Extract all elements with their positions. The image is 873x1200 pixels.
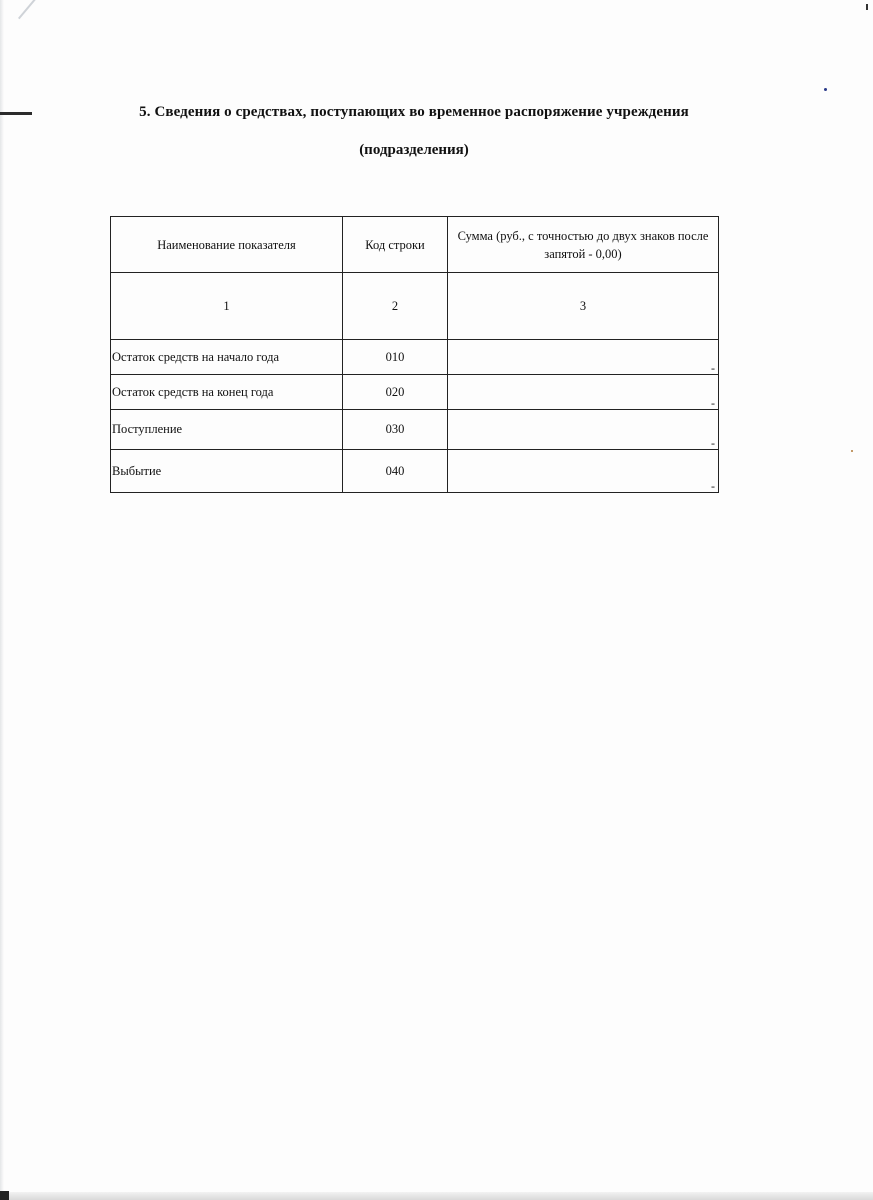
row-code: 040 bbox=[343, 450, 448, 493]
header-row-code: Код строки bbox=[343, 217, 448, 273]
indicator-name: Поступление bbox=[111, 410, 343, 450]
sum-cell bbox=[448, 375, 719, 410]
scan-corner-mark bbox=[0, 1191, 9, 1200]
header-indicator-name: Наименование показателя bbox=[111, 217, 343, 273]
scan-edge-tick bbox=[866, 4, 868, 10]
funds-table bbox=[110, 216, 719, 493]
scan-shadow bbox=[0, 0, 4, 1200]
row-code: 010 bbox=[343, 340, 448, 375]
column-number: 2 bbox=[343, 273, 448, 340]
column-number: 1 bbox=[111, 273, 343, 340]
column-number-row bbox=[111, 273, 719, 340]
sum-cell bbox=[448, 340, 719, 375]
document-title: 5. Сведения о средствах, поступающих во временное распоряжение учреждения bbox=[139, 104, 689, 120]
sum-value: - bbox=[711, 479, 715, 493]
ink-dot bbox=[824, 88, 827, 91]
column-number: 3 bbox=[448, 273, 719, 340]
sum-value: - bbox=[711, 436, 715, 450]
header-sum: Сумма (руб., с точностью до двух знаков после запятой - 0,00) bbox=[448, 217, 719, 273]
table-row bbox=[111, 410, 719, 450]
table-row bbox=[111, 450, 719, 493]
sum-value: - bbox=[711, 396, 715, 410]
indicator-name: Остаток средств на начало года bbox=[111, 340, 343, 375]
document-subtitle: (подразделения) bbox=[359, 142, 469, 158]
row-code: 020 bbox=[343, 375, 448, 410]
ink-dot bbox=[851, 450, 853, 452]
sum-cell bbox=[448, 410, 719, 450]
indicator-name: Остаток средств на конец года bbox=[111, 375, 343, 410]
table-header-row bbox=[111, 217, 719, 273]
table-row bbox=[111, 340, 719, 375]
indicator-name: Выбытие bbox=[111, 450, 343, 493]
row-code: 030 bbox=[343, 410, 448, 450]
scan-bottom-edge bbox=[0, 1192, 873, 1200]
table-row bbox=[111, 375, 719, 410]
scan-fold-line bbox=[18, 0, 97, 19]
sum-cell bbox=[448, 450, 719, 493]
sum-value: - bbox=[711, 361, 715, 375]
